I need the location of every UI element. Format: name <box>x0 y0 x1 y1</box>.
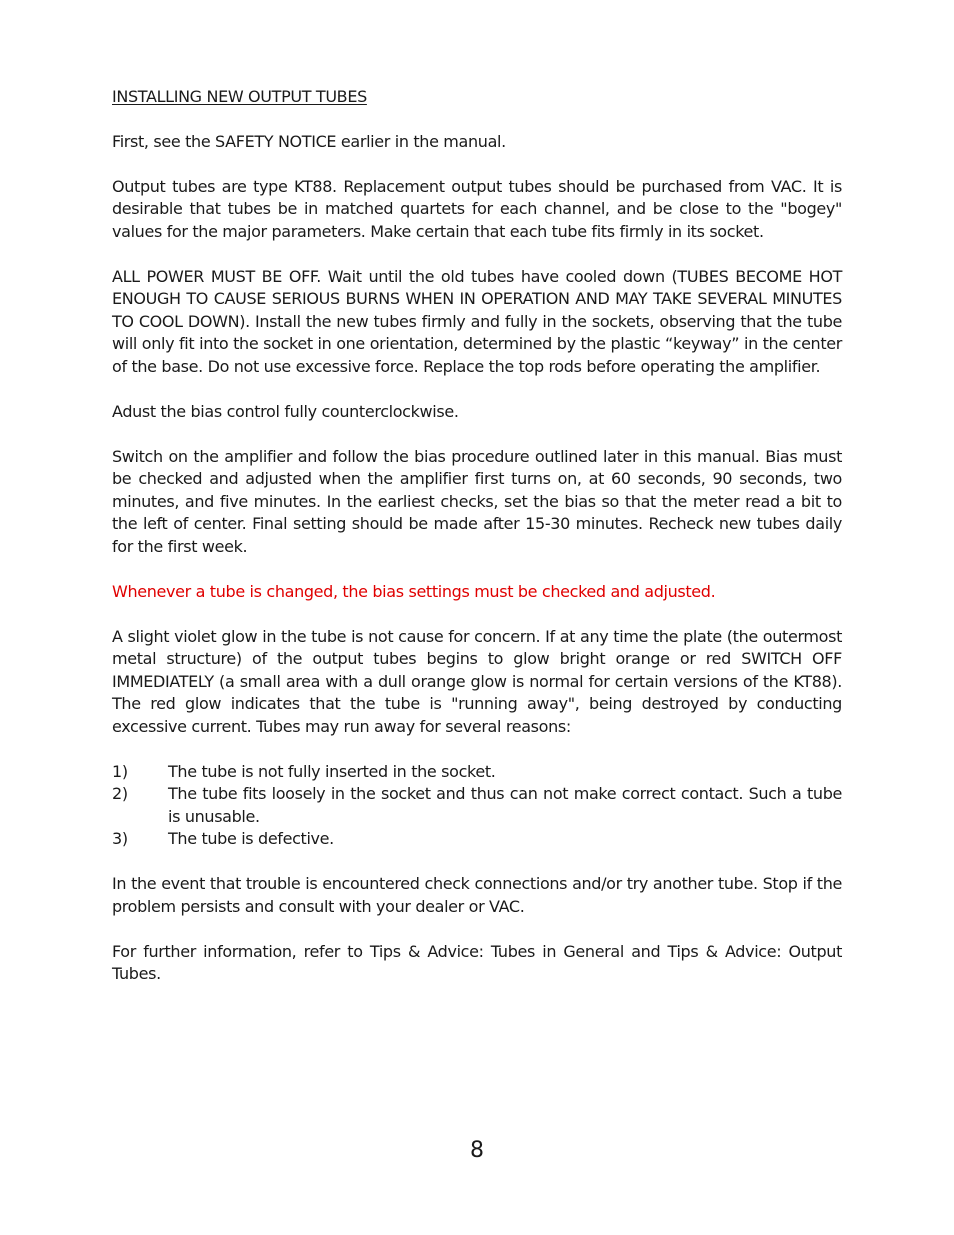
tube-type-paragraph: Output tubes are type KT88. Replacement output tubes should be purchased from VAC. It is desirable that tubes be in matched quartets for each channel, and be close to the "bogey" values for the major parameters. Make certain that each tube fits firmly in its socket. <box>112 176 842 241</box>
list-item-text: The tube fits loosely in the socket and thus can not make correct contact. Such a tube is unusable. <box>168 784 842 826</box>
bias-warning: Whenever a tube is changed, the bias settings must be checked and adjusted. <box>112 581 716 601</box>
list-item-number: 2) <box>112 784 128 803</box>
list-item <box>112 761 842 784</box>
further-info-paragraph: For further information, refer to Tips & Advice: Tubes in General and Tips & Advice: Output Tubes. <box>112 941 842 983</box>
glow-paragraph: A slight violet glow in the tube is not cause for concern. If at any time the plate (the outermost metal structure) of the output tubes begins to glow bright orange or red SWITCH OFF IMMEDIATELY (a small area with a dull orange glow is normal for certain versions of the KT88). The red glow indicates that the tube is "running away", being destroyed by conducting excessive current. Tubes may run away for several reasons: <box>112 626 842 736</box>
list-item-number: 1) <box>112 761 128 781</box>
list-item-text: The tube is defective. <box>168 829 334 848</box>
runaway-reasons-list <box>112 761 842 851</box>
manual-page-body <box>112 86 842 1008</box>
power-off-paragraph: ALL POWER MUST BE OFF. Wait until the old tubes have cooled down (TUBES BECOME HOT ENOUGH TO CAUSE SERIOUS BURNS WHEN IN OPERATION AND MAY TAKE SEVERAL MINUTES TO COOL DOWN). Install the new tubes firmly and fully in the sockets, observing that the tube will only fit into the socket in one orientation, determined by the plastic “keyway” in the center of the base. Do not use excessive force. Replace the top rods before operating the amplifier. <box>112 266 842 376</box>
bias-procedure-paragraph: Switch on the amplifier and follow the bias procedure outlined later in this manual. Bias must be checked and adjusted when the amplifier first turns on, at 60 seconds, 90 seconds, two minutes, and five minutes. In the earliest checks, set the bias so that the meter read a bit to the left of center. Final setting should be made after 15-30 minutes. Recheck new tubes daily for the first week. <box>112 446 842 556</box>
list-item <box>112 828 842 851</box>
safety-notice-paragraph: First, see the SAFETY NOTICE earlier in the manual. <box>112 131 506 151</box>
list-item-text: The tube is not fully inserted in the socket. <box>168 761 496 781</box>
page-number: 8 <box>470 1138 484 1163</box>
section-heading: INSTALLING NEW OUTPUT TUBES <box>112 87 367 106</box>
bias-control-paragraph: Adust the bias control fully counterclockwise. <box>112 401 459 421</box>
list-item-number: 3) <box>112 829 128 848</box>
list-item <box>112 783 842 828</box>
troubleshooting-paragraph: In the event that trouble is encountered check connections and/or try another tube. Stop if the problem persists and consult with your dealer or VAC. <box>112 874 842 916</box>
